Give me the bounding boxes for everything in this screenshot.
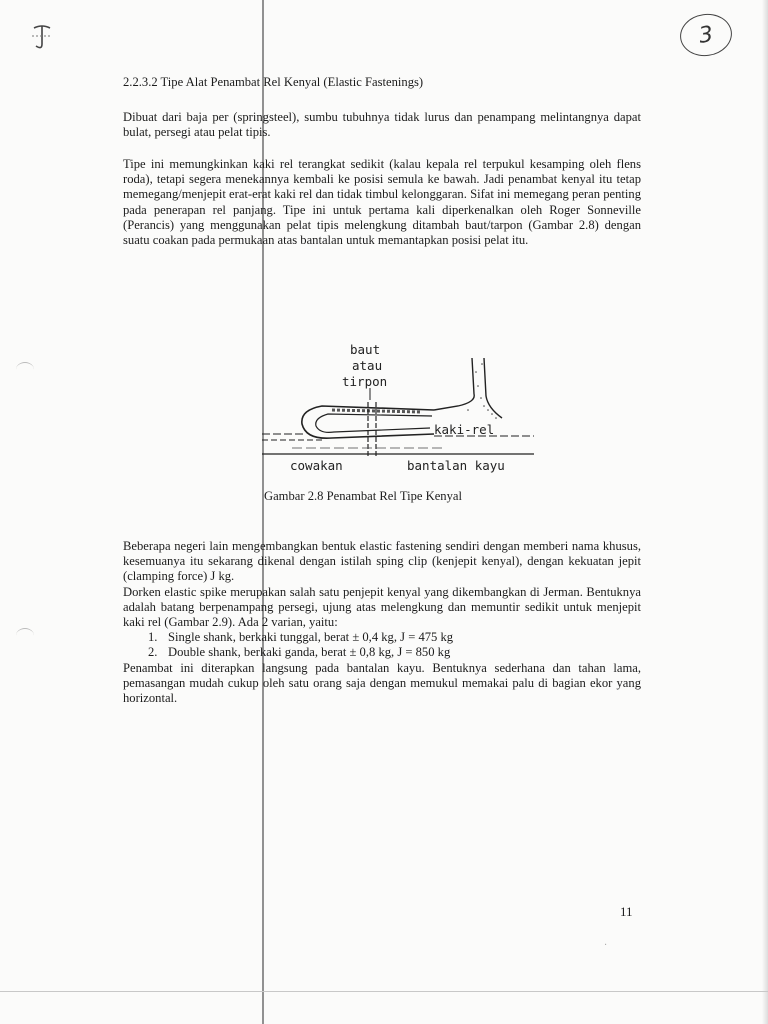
- page-number: 11: [620, 904, 633, 919]
- list-item: 2. Double shank, berkaki ganda, berat ± 0,8 kg, J = 850 kg: [148, 645, 451, 660]
- handwritten-page-circle: [677, 11, 734, 60]
- corner-mark-number: 3: [697, 21, 715, 49]
- figure-label-tirpon: tirpon: [342, 374, 388, 389]
- handwritten-mark-icon: [28, 20, 68, 54]
- figure-caption: Gambar 2.8 Penambat Rel Tipe Kenyal: [264, 489, 462, 503]
- paragraph-1: Dibuat dari baja per (springsteel), sumbu tubuhnya tidak lurus dan penampang melintangnya dapat bulat, persegi atau pelat tipis.: [123, 110, 641, 140]
- scan-speck: ·: [604, 940, 608, 951]
- list-item: 1. Single shank, berkaki tunggal, berat ± 0,4 kg, J = 475 kg: [148, 630, 454, 645]
- paragraph-3: Beberapa negeri lain mengembangkan bentuk elastic fastening sendiri dengan memberi nama khusus, kesemuanya itu sekarang dikenal dengan istilah sping clip (kenjepit kenyal), dengan kekuatan jepit (clamping force) J kg.: [123, 539, 641, 584]
- scan-edge: [762, 0, 768, 1024]
- punch-hole-mark: [16, 628, 34, 643]
- paragraph-4: Dorken elastic spike merupakan salah satu penjepit kenyal yang dikembangkan di Jerman. Bentuknya adalah batang berpenampang persegi, ujung atas melengkung dan memuntir sedikit untuk menjepit kaki rel (Gambar 2.9). Ada 2 varian, yaitu:: [123, 584, 641, 630]
- figure-label-bantalan: bantalan kayu: [407, 458, 505, 473]
- figure-label-atau: atau: [352, 358, 383, 373]
- figure-label-cowakan: cowakan: [290, 458, 343, 473]
- paragraph-2: Tipe ini memungkinkan kaki rel terangkat sedikit (kalau kepala rel terpukul kesamping oleh flens roda), tetapi segera menekannya kembali ke posisi semula ke bawah. Jadi penambat kenyal itu tetap memegang/menjepit erat-erat kaki rel dan tidak timbul kelonggaran. Sifat ini memegang peran penting pada penerapan rel panjang. Tipe ini untuk pertama kali diperkenalkan oleh Roger Sonneville (Perancis) yang menggunakan pelat tipis melengkung ditambah baut/tarpon (Gambar 2.8) dengan suatu coakan pada permukaan atas bantalan untuk memantapkan posisi pelat itu.: [123, 157, 641, 248]
- punch-hole-mark: [16, 362, 34, 377]
- section-heading: 2.2.3.2 Tipe Alat Penambat Rel Kenyal (Elastic Fastenings): [123, 75, 424, 89]
- page-fold-line: [262, 0, 264, 1024]
- page-bottom-edge: [0, 991, 768, 992]
- figure-label-baut: baut: [350, 342, 381, 357]
- body-block: [123, 539, 641, 706]
- figure-label-kaki-rel: kaki-rel: [434, 422, 495, 437]
- variant-list: [123, 630, 641, 660]
- paragraph-5: Penambat ini diterapkan langsung pada bantalan kayu. Bentuknya sederhana dan tahan lama, pemasangan mudah cukup oleh satu orang saja dengan memukul memakai palu di bagian ekor yang horizontal.: [123, 660, 641, 706]
- figure-elastic-fastening: [262, 336, 537, 476]
